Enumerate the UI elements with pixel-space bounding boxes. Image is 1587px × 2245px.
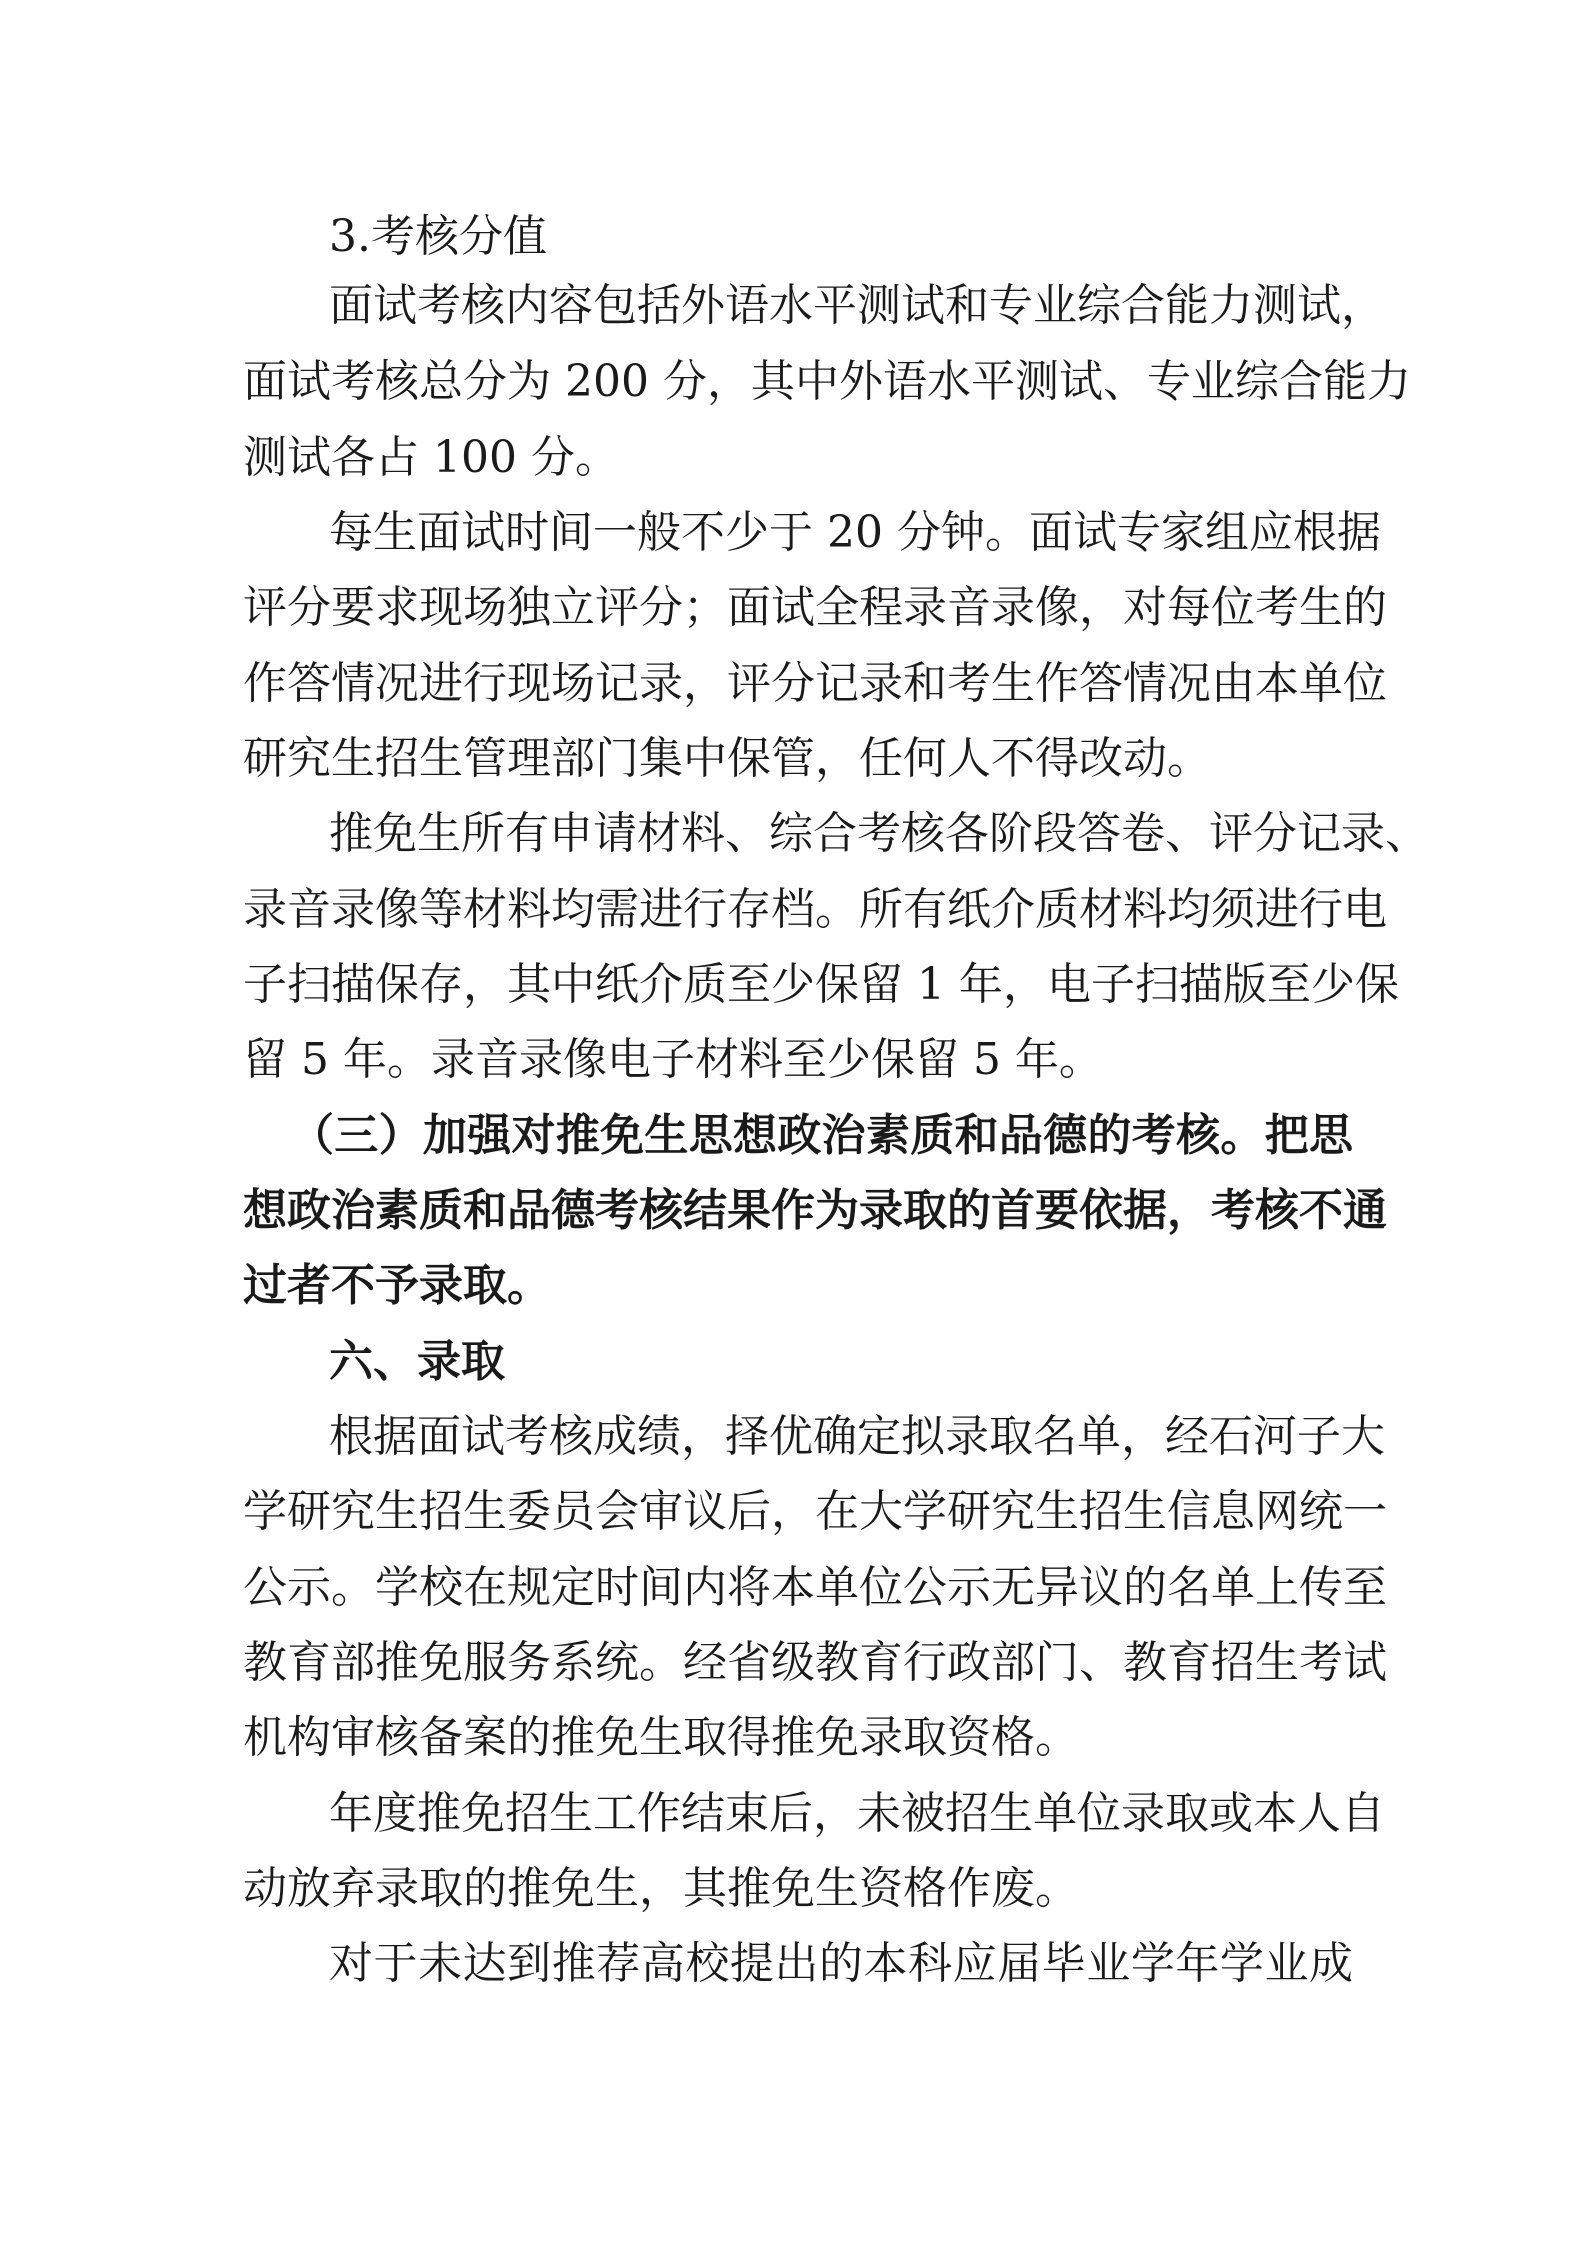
paragraph-line: 研究生招生管理部门集中保管，任何人不得改动。: [243, 733, 1211, 784]
paragraph-line: 评分要求现场独立评分；面试全程录音录像，对每位考生的: [243, 582, 1387, 633]
paragraph-line: 教育部推免服务系统。经省级教育行政部门、教育招生考试: [243, 1637, 1387, 1688]
paragraph-line: 动放弃录取的推免生，其推免生资格作废。: [243, 1863, 1079, 1914]
bold-paragraph-line: 过者不予录取。: [243, 1260, 551, 1311]
section-heading-3: 3.考核分值: [329, 211, 547, 262]
bold-paragraph-line: （三）加强对推免生思想政治素质和品德的考核。把思: [290, 1110, 1353, 1161]
paragraph-line: 根据面试考核成绩，择优确定拟录取名单，经石河子大: [329, 1411, 1385, 1462]
paragraph-line: 面试考核内容包括外语水平测试和专业综合能力测试，: [329, 280, 1385, 331]
paragraph-line: 对于未达到推荐高校提出的本科应届毕业学年学业成: [329, 1938, 1353, 1989]
paragraph-line: 面试考核总分为 200 分，其中外语水平测试、专业综合能力: [243, 356, 1411, 407]
paragraph-line: 公示。学校在规定时间内将本单位公示无异议的名单上传至: [243, 1562, 1387, 1613]
paragraph-line: 学研究生招生委员会审议后，在大学研究生招生信息网统一: [243, 1486, 1387, 1537]
bold-paragraph-line: 想政治素质和品德考核结果作为录取的首要依据，考核不通: [243, 1185, 1387, 1236]
paragraph-line: 推免生所有申请材料、综合考核各阶段答卷、评分记录、: [329, 808, 1429, 859]
paragraph-line: 测试各占 100 分。: [243, 432, 619, 483]
paragraph-line: 留 5 年。录音录像电子材料至少保留 5 年。: [243, 1034, 1103, 1085]
paragraph-line: 子扫描保存，其中纸介质至少保留 1 年，电子扫描版至少保: [243, 959, 1399, 1010]
section-heading-6: 六、录取: [329, 1336, 505, 1387]
paragraph-line: 机构审核备案的推免生取得推免录取资格。: [243, 1712, 1079, 1763]
paragraph-line: 录音录像等材料均需进行存档。所有纸介质材料均须进行电: [243, 884, 1387, 935]
paragraph-line: 年度推免招生工作结束后，未被招生单位录取或本人自: [329, 1788, 1385, 1839]
paragraph-line: 作答情况进行现场记录，评分记录和考生作答情况由本单位: [243, 658, 1387, 709]
paragraph-line: 每生面试时间一般不少于 20 分钟。面试专家组应根据: [329, 507, 1381, 558]
